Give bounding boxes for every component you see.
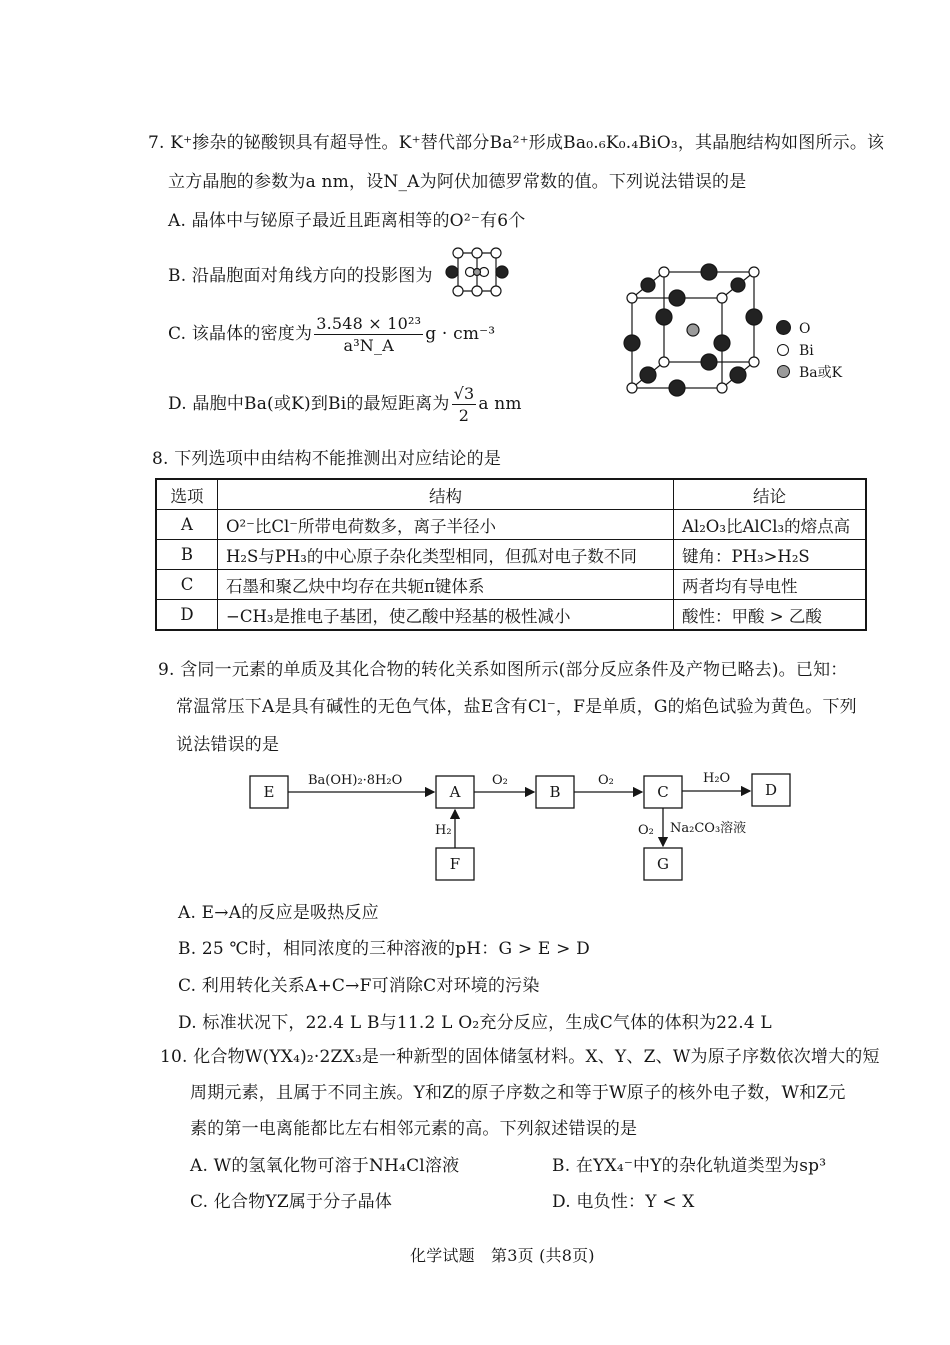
row-structure: −CH₃是推电子基团，使乙酸中羟基的极性减小	[218, 600, 674, 631]
legend-o-label: O	[799, 321, 811, 337]
table-header-row	[156, 479, 866, 510]
legend-bi-label: Bi	[799, 343, 814, 359]
q10-line-3: 素的第一电离能都比左右相邻元素的高。下列叙述错误的是	[190, 1119, 638, 1139]
label-e-to-a: Ba(OH)₂·8H₂O	[308, 773, 403, 788]
label-c-to-g-2: Na₂CO₃溶液	[670, 821, 747, 836]
q7-distance-unit: a nm	[478, 394, 522, 414]
q9-line-3: 说法错误的是	[176, 735, 280, 755]
q9-option-a: A. E→A的反应是吸热反应	[178, 903, 379, 923]
q7-crystal-cell-figure	[620, 258, 770, 406]
table-header-structure: 结构	[218, 479, 674, 510]
q7-distance-numerator: √3	[453, 384, 475, 403]
q10-line-2: 周期元素，且属于不同主族。Y和Z的原子序数之和等于W原子的核外电子数，W和Z元	[190, 1083, 846, 1103]
row-structure: H₂S与PH₃的中心原子杂化类型相同，但孤对电子数不同	[218, 540, 674, 570]
q10-line-1: 10. 化合物W(YX₄)₂·2ZX₃是一种新型的固体储氢材料。X、Y、Z、W为原子序数依次增大的短	[160, 1047, 880, 1067]
row-conclusion: 键角：PH₃>H₂S	[674, 540, 867, 570]
node-e: E	[263, 783, 275, 801]
node-g: G	[657, 855, 669, 873]
q9-option-b: B. 25 ℃时，相同浓度的三种溶液的pH：G > E > D	[178, 939, 590, 959]
node-c: C	[657, 783, 669, 801]
q7-line-1: 7. K⁺掺杂的铋酸钡具有超导性。K⁺替代部分Ba²⁺形成Ba₀.₆K₀.₄BiO₃，其晶胞结构如图所示。该	[148, 133, 885, 153]
legend-item-ba-k	[776, 362, 842, 384]
label-c-to-d: H₂O	[703, 771, 731, 786]
q10-option-a: A. W的氢氧化物可溶于NH₄Cl溶液	[190, 1156, 460, 1176]
legend-ba-label: Ba或K	[799, 365, 843, 381]
row-structure: 石墨和聚乙炔中均存在共轭π键体系	[218, 570, 674, 600]
row-option: D	[156, 600, 218, 631]
q7-density-unit: g · cm⁻³	[425, 324, 496, 344]
table-row	[156, 540, 866, 570]
legend-o-swatch	[776, 320, 791, 335]
legend-ba-swatch	[777, 365, 790, 378]
q7-distance-fraction	[452, 384, 477, 425]
q7-legend	[776, 318, 842, 384]
legend-bi-swatch	[777, 344, 789, 356]
row-option: A	[156, 510, 218, 540]
q10-option-c: C. 化合物YZ属于分子晶体	[190, 1192, 393, 1212]
q9-line-2: 常温常压下A是具有碱性的无色气体，盐E含有Cl⁻，F是单质，G的焰色试验为黄色。下列	[176, 697, 857, 717]
q8-title: 8. 下列选项中由结构不能推测出对应结论的是	[152, 449, 502, 469]
q7-option-d	[168, 384, 522, 425]
label-c-to-g-1: O₂	[638, 823, 654, 838]
table-row	[156, 510, 866, 540]
q7-distance-denominator: 2	[458, 406, 470, 425]
q7-density-denominator: a³N_A	[343, 336, 394, 355]
q9-conversion-diagram	[240, 762, 800, 886]
page-footer: 化学试题 第3页 (共8页)	[410, 1246, 595, 1265]
row-conclusion: Al₂O₃比AlCl₃的熔点高	[674, 510, 867, 540]
q10-option-d: D. 电负性：Y < X	[552, 1192, 695, 1212]
q7-option-b: B. 沿晶胞面对角线方向的投影图为	[168, 266, 433, 286]
q7-density-numerator: 3.548 × 10²³	[316, 314, 422, 333]
q7-option-a: A. 晶体中与铋原子最近且距离相等的O²⁻有6个	[168, 211, 526, 231]
q10-option-b: B. 在YX₄⁻中Y的杂化轨道类型为sp³	[552, 1156, 827, 1176]
q7-density-fraction	[314, 314, 423, 355]
label-f-to-a: H₂	[435, 823, 452, 838]
row-option: C	[156, 570, 218, 600]
label-b-to-c: O₂	[598, 773, 614, 788]
q7-option-c	[168, 314, 495, 355]
q9-line-1: 9. 含同一元素的单质及其化合物的转化关系如图所示(部分反应条件及产物已略去)。已知：	[158, 660, 848, 680]
row-conclusion: 酸性：甲酸 > 乙酸	[674, 600, 867, 631]
node-a: A	[449, 783, 461, 801]
table-row	[156, 600, 866, 631]
q7-projection-figure	[444, 246, 510, 298]
row-structure: O²⁻比Cl⁻所带电荷数多，离子半径小	[218, 510, 674, 540]
table-header-option: 选项	[156, 479, 218, 510]
q7-option-d-prefix: D. 晶胞中Ba(或K)到Bi的最短距离为	[168, 394, 450, 414]
table-header-conclusion: 结论	[674, 479, 867, 510]
node-b: B	[549, 783, 561, 801]
q8-table	[155, 478, 867, 631]
row-conclusion: 两者均有导电性	[674, 570, 867, 600]
label-a-to-b: O₂	[492, 773, 508, 788]
q7-option-c-prefix: C. 该晶体的密度为	[168, 324, 313, 344]
q7-line-2: 立方晶胞的参数为a nm，设N_A为阿伏加德罗常数的值。下列说法错误的是	[168, 172, 747, 192]
q9-option-d: D. 标准状况下，22.4 L B与11.2 L O₂充分反应，生成C气体的体积为22.4 L	[178, 1013, 772, 1033]
legend-item-o	[776, 318, 842, 340]
row-option: B	[156, 540, 218, 570]
q9-option-c: C. 利用转化关系A+C→F可消除C对环境的污染	[178, 976, 540, 996]
node-d: D	[764, 781, 778, 799]
node-f: F	[449, 855, 461, 873]
table-row	[156, 570, 866, 600]
legend-item-bi	[776, 340, 842, 362]
